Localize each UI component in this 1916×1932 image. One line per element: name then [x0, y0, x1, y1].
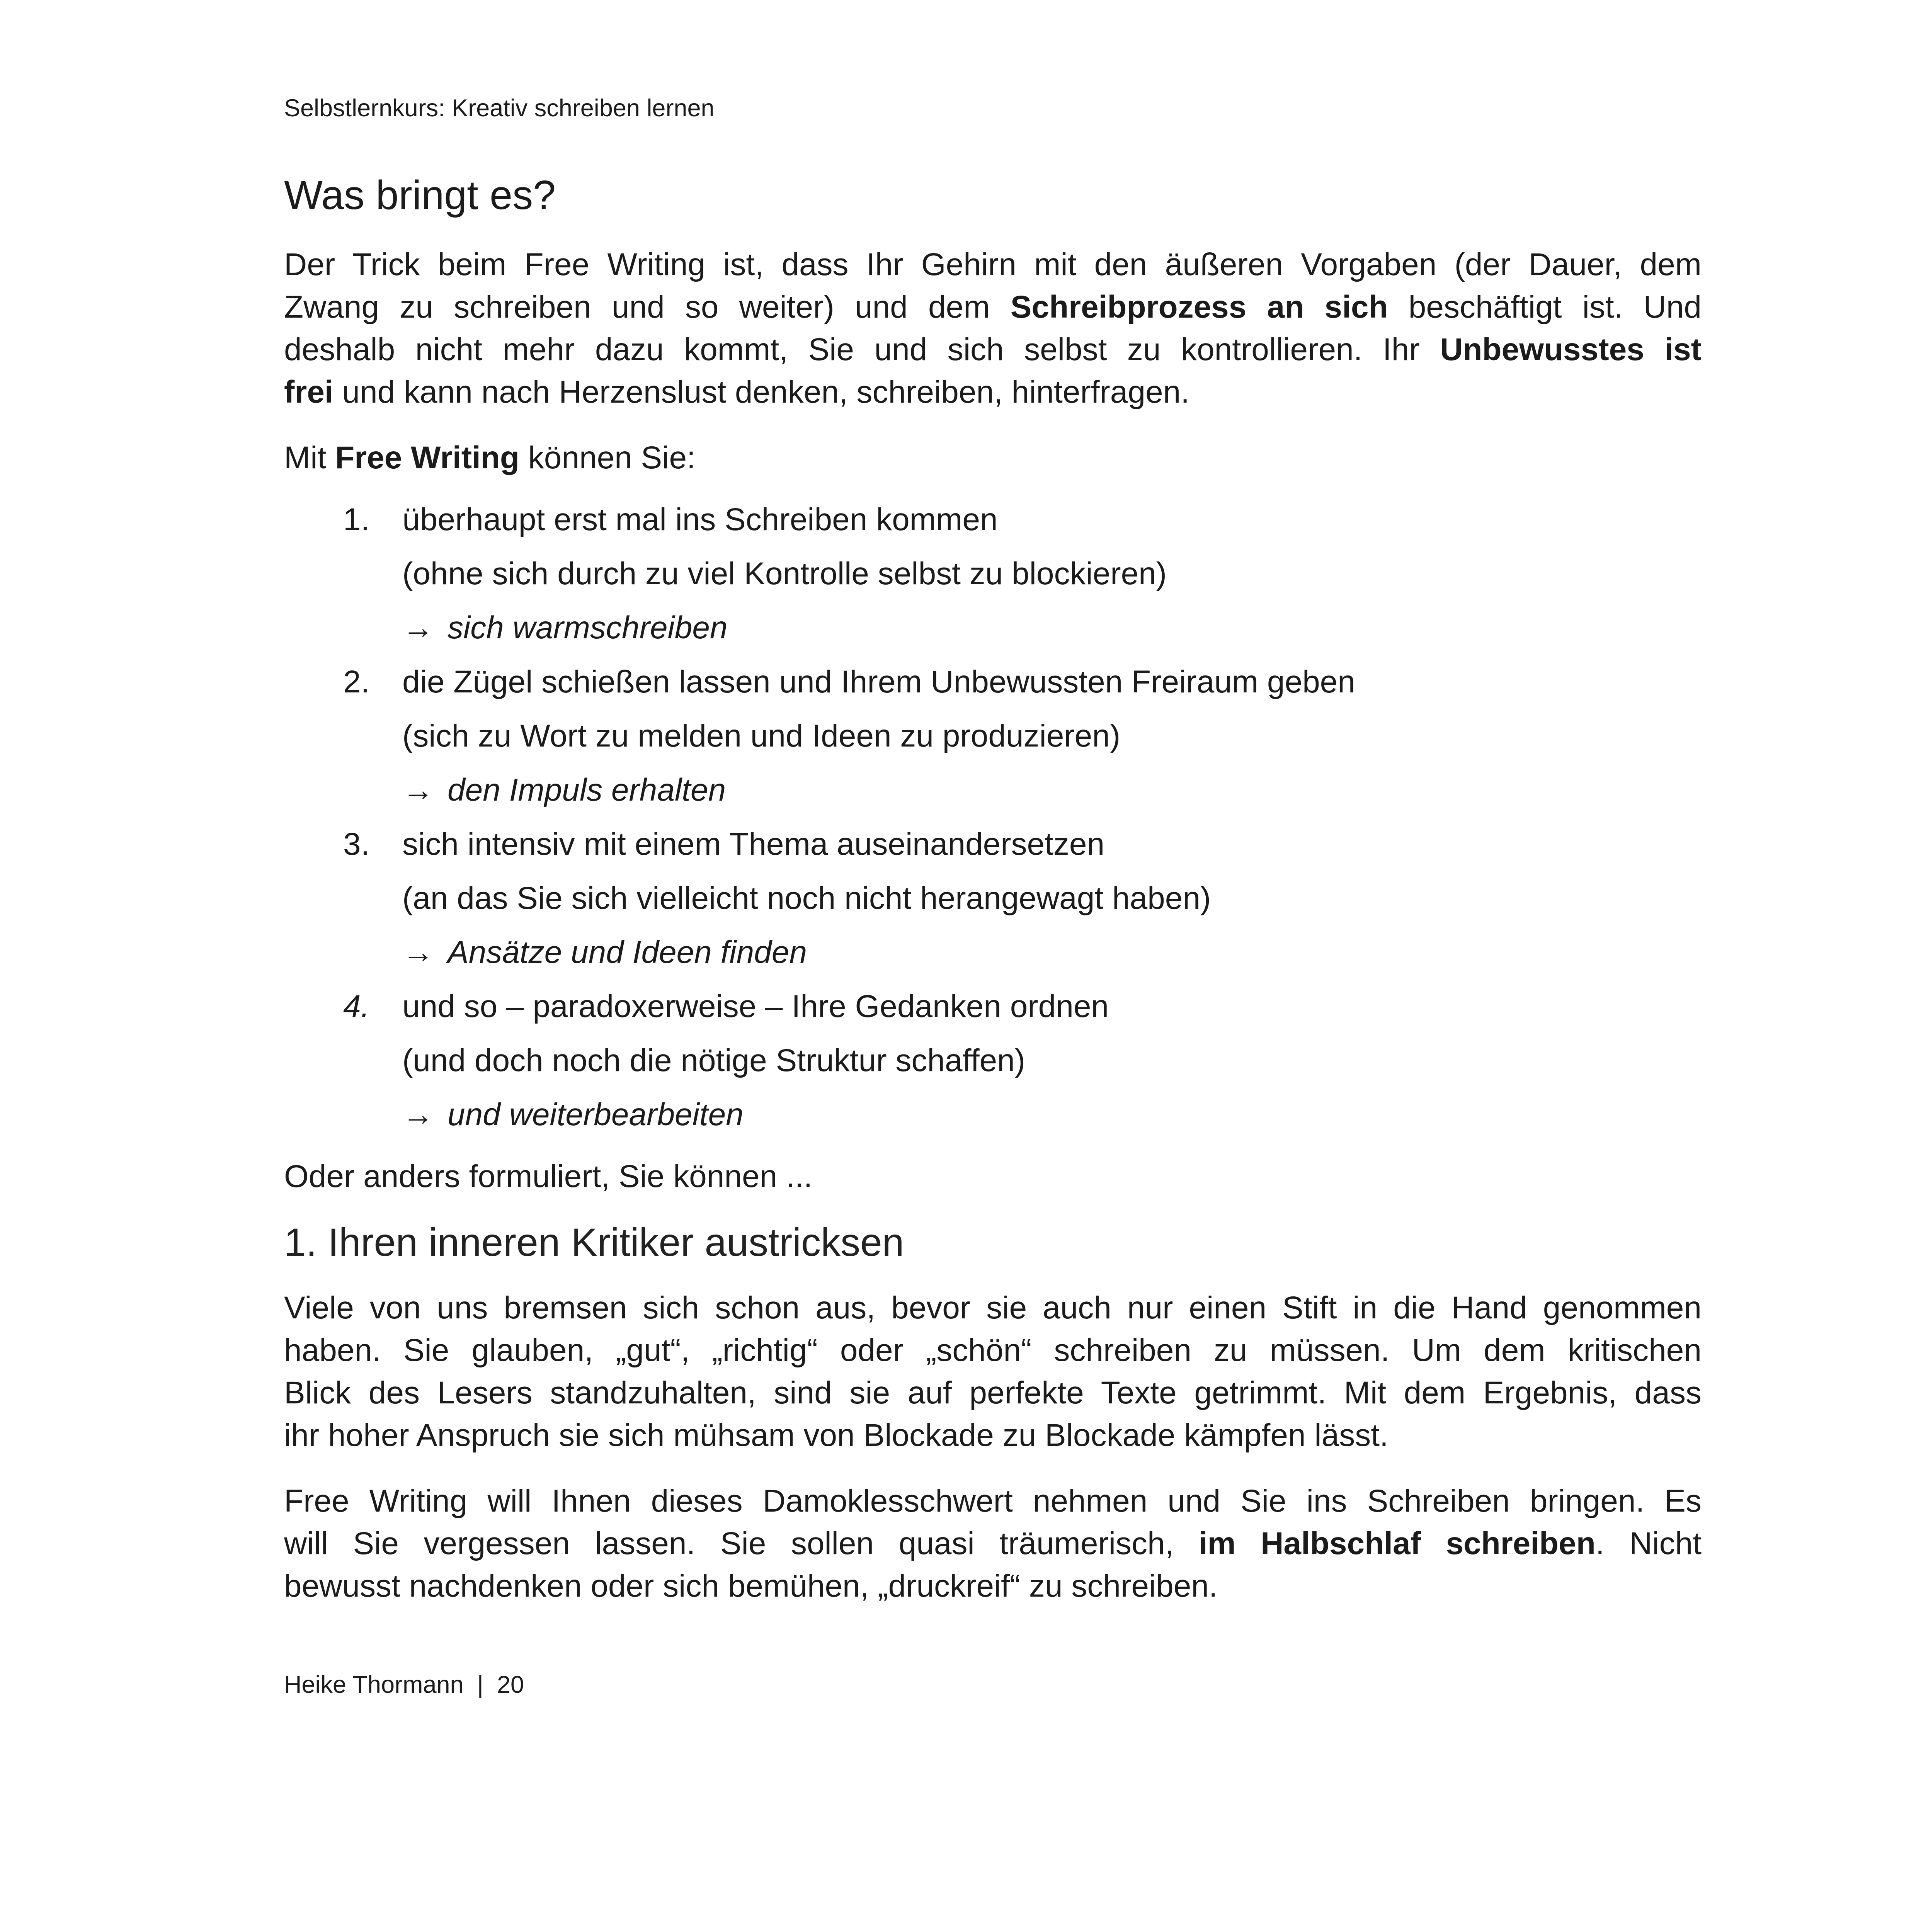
- section-paragraph: [284, 1480, 1702, 1607]
- list-item: [284, 985, 1702, 1136]
- paragraph-line: deshalb nicht mehr dazu kommt, Sie und sich selbst zu kontrollieren. Ihr Unbewusstes ist: [284, 332, 1702, 367]
- section-heading: 1. Ihren inneren Kritiker austricksen: [284, 1220, 904, 1264]
- list-result: und weiterbearbeiten: [448, 1097, 744, 1132]
- arrow-right-icon: →: [402, 772, 434, 808]
- arrow-right-icon: →: [402, 1097, 434, 1132]
- list-note: (ohne sich durch zu viel Kontrolle selbst zu blockieren): [402, 556, 1167, 591]
- page-number: 20: [497, 1671, 524, 1698]
- footer-separator: |: [477, 1671, 483, 1698]
- paragraph-line: frei und kann nach Herzenslust denken, schreiben, hinterfragen.: [284, 374, 1190, 410]
- paragraph-line: Der Trick beim Free Writing ist, dass Ihr Gehirn mit den äußeren Vorgaben (der Dauer, dem: [284, 247, 1702, 282]
- footer: [284, 1669, 1702, 1700]
- list-note: (sich zu Wort zu melden und Ideen zu produzieren): [402, 718, 1121, 753]
- paragraph-line: bewusst nachdenken oder sich bemühen, „druckreif“ zu schreiben.: [284, 1568, 1218, 1604]
- list-item: [284, 823, 1702, 974]
- outro-line: Oder anders formuliert, Sie können ...: [284, 1159, 813, 1194]
- bold-text: im Halbschlaf schreiben: [1198, 1526, 1596, 1561]
- bold-text: Unbewusstes ist: [1440, 332, 1702, 367]
- paragraph-line: ihr hoher Anspruch sie sich mühsam von Blockade zu Blockade kämpfen lässt.: [284, 1418, 1389, 1453]
- arrow-right-icon: →: [402, 935, 434, 970]
- list-number: 3.: [343, 827, 370, 862]
- list-number: 1.: [343, 502, 370, 537]
- list-item: [284, 661, 1702, 811]
- list-number: 2.: [343, 664, 370, 699]
- paragraph-line: Zwang zu schreiben und so weiter) und dem Schreibprozess an sich beschäftigt ist. Und: [284, 289, 1702, 325]
- list-text: die Zügel schießen lassen und Ihrem Unbewussten Freiraum geben: [402, 664, 1355, 699]
- list-text: sich intensiv mit einem Thema auseinandersetzen: [402, 827, 1105, 862]
- numbered-list: [284, 498, 1702, 1136]
- bold-text: Schreibprozess an sich: [1010, 289, 1388, 325]
- list-result: sich warmschreiben: [448, 610, 728, 645]
- arrow-right-icon: →: [402, 610, 434, 645]
- list-item: [284, 498, 1702, 649]
- running-header: Selbstlernkurs: Kreativ schreiben lernen: [284, 95, 715, 122]
- paragraph-line: Blick des Lesers standzuhalten, sind sie auf perfekte Texte getrimmt. Mit dem Ergebnis, dass: [284, 1375, 1702, 1410]
- list-text: überhaupt erst mal ins Schreiben kommen: [402, 502, 998, 537]
- list-text: und so – paradoxerweise – Ihre Gedanken ordnen: [402, 989, 1109, 1024]
- page-heading: Was bringt es?: [284, 172, 556, 218]
- intro-paragraph: [284, 243, 1702, 413]
- list-note: (und doch noch die nötige Struktur schaffen): [402, 1043, 1026, 1078]
- lead-line: Mit Free Writing können Sie:: [284, 440, 696, 475]
- bold-text: Free Writing: [335, 440, 519, 475]
- list-result: den Impuls erhalten: [448, 772, 726, 808]
- list-result: Ansätze und Ideen finden: [448, 935, 807, 970]
- paragraph-line: Viele von uns bremsen sich schon aus, bevor sie auch nur einen Stift in die Hand genommen: [284, 1290, 1702, 1325]
- section-paragraph: [284, 1287, 1702, 1457]
- paragraph-line: Free Writing will Ihnen dieses Damoklesschwert nehmen und Sie ins Schreiben bringen. Es: [284, 1483, 1702, 1519]
- list-note: (an das Sie sich vielleicht noch nicht herangewagt haben): [402, 881, 1211, 916]
- paragraph-line: will Sie vergessen lassen. Sie sollen quasi träumerisch, im Halbschlaf schreiben. Nicht: [284, 1526, 1702, 1561]
- list-number: 4.: [343, 989, 370, 1024]
- footer-author: Heike Thormann: [284, 1671, 464, 1698]
- bold-text: frei: [284, 374, 334, 410]
- paragraph-line: haben. Sie glauben, „gut“, „richtig“ oder „schön“ schreiben zu müssen. Um dem kritischen: [284, 1333, 1702, 1368]
